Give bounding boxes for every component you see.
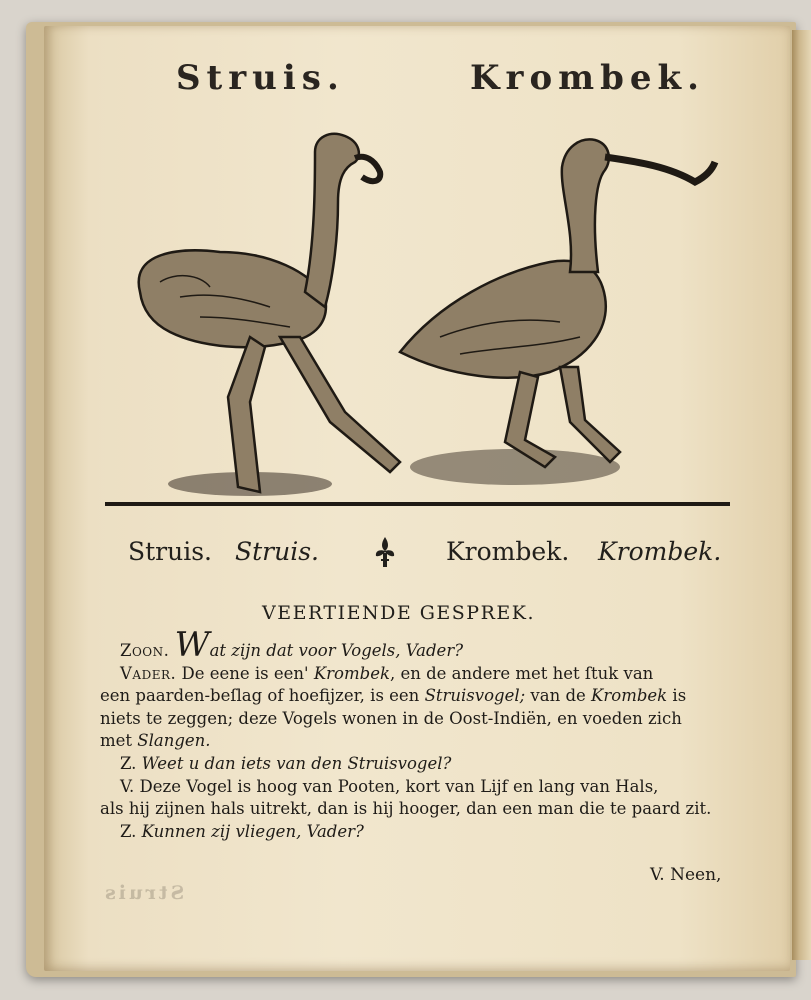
caption-struis-italic: Struis. (235, 537, 319, 566)
header-struis: Struis. (176, 58, 345, 98)
spoonbill-figure (400, 139, 715, 467)
text-line (100, 708, 752, 731)
page-header (0, 58, 811, 108)
line-text-italic: Krombek (591, 686, 668, 706)
header-krombek: Krombek. (470, 58, 705, 98)
line-text-italic: Krombek (313, 663, 390, 683)
woodcut-illustration (100, 122, 740, 520)
facing-page-edge (792, 30, 811, 960)
line-text-italic: Kunnen zij vliegen, Vader? (141, 821, 364, 841)
caption-krombek: Krombek. (446, 537, 570, 566)
line-text: niets te zeggen; deze Vogels wonen in de Oost-Indiën, en voeden zich (100, 708, 682, 728)
speaker-label: V. (120, 776, 135, 796)
line-text-italic: Slangen. (137, 731, 211, 751)
drop-initial: W (174, 625, 210, 665)
ostrich-figure (139, 134, 400, 492)
line-text: met (100, 731, 138, 751)
speaker-label: Vader. (120, 663, 177, 683)
line-text: Deze Vogel is hoog van Pooten, kort van Lijf en lang van Hals, (139, 776, 659, 796)
text-line (100, 753, 752, 776)
caption-struis: Struis. (128, 537, 212, 566)
dialogue-text (100, 625, 752, 843)
text-line (100, 730, 752, 753)
fleuron-ornament-icon (372, 535, 398, 569)
catchword: V. Neen, (650, 865, 722, 885)
line-text: De eene is een' (181, 663, 314, 683)
text-line (100, 776, 752, 799)
text-line (100, 663, 752, 686)
text-line (100, 685, 752, 708)
text-line (100, 625, 752, 665)
speaker-label: Z. (120, 821, 137, 841)
text-line (100, 821, 752, 844)
line-text: van de (525, 686, 592, 706)
line-text: is (667, 686, 687, 706)
caption-krombek-italic: Krombek. (598, 537, 722, 566)
speaker-label: Z. (120, 753, 137, 773)
section-title: VEERTIENDE GESPREK. (262, 602, 536, 624)
line-text: , en de andere met het ſtuk van (389, 663, 654, 683)
line-text-italic: Weet u dan iets van den Struisvogel? (141, 753, 452, 773)
show-through-text: Struis (102, 882, 185, 904)
line-text: als hij zijnen hals uitrekt, dan is hij hooger, dan een man die te paard zit. (100, 799, 712, 819)
line-text: at zijn dat voor Vogels, Vader? (209, 641, 464, 660)
text-line (100, 798, 752, 821)
line-text-italic: Struisvogel; (424, 686, 526, 706)
line-text: een paarden-beſlag of hoefijzer, is een (100, 686, 425, 706)
ground-shadows (105, 449, 730, 504)
speaker-label: Zoon. (120, 641, 170, 660)
